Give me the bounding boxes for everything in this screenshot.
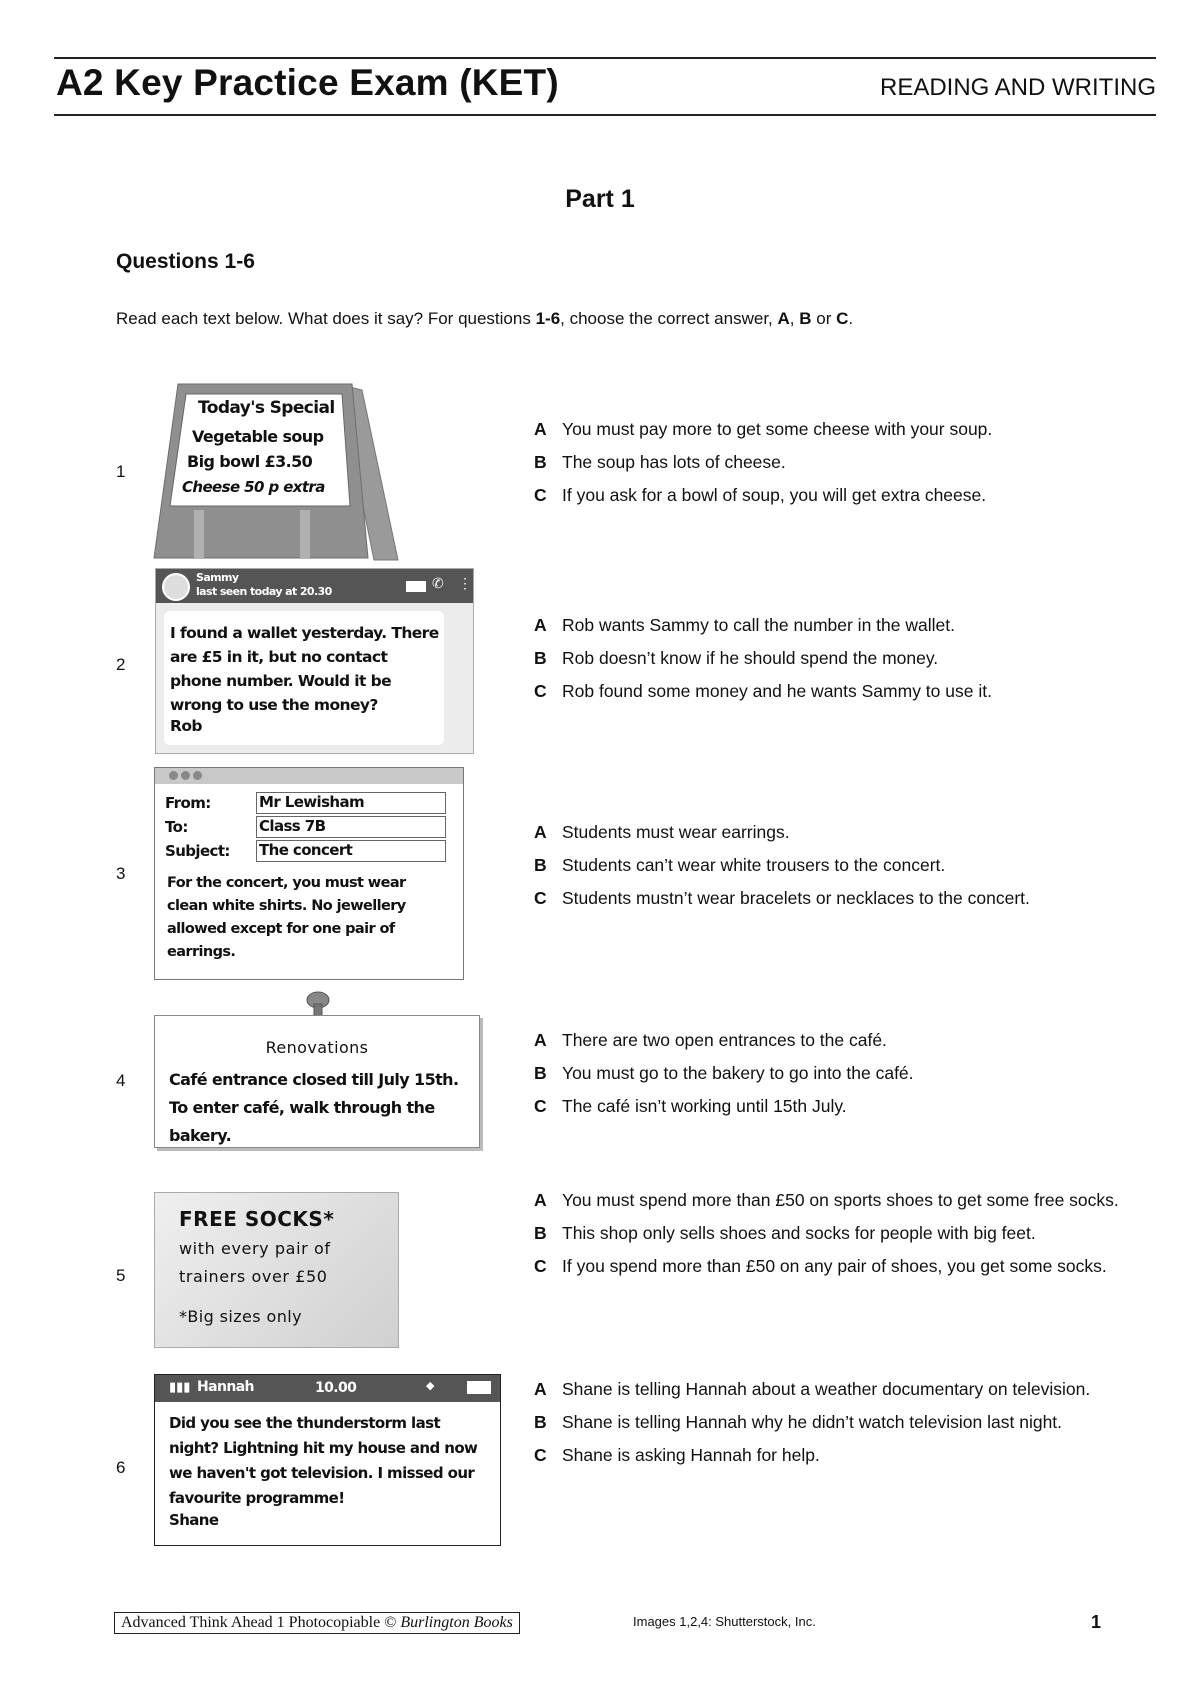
- question-4-options: [534, 1027, 1124, 1126]
- notice-1-line2: Vegetable soup: [192, 427, 324, 446]
- option-2a[interactable]: A Rob wants Sammy to call the number in the wallet.: [534, 615, 955, 635]
- notice-1-sandwich-board: [150, 382, 400, 562]
- question-number-2: 2: [116, 655, 126, 674]
- window-button-icon: [181, 771, 190, 780]
- option-2b[interactable]: B Rob doesn’t know if he should spend the money.: [534, 648, 939, 669]
- email-subject-value: The concert: [256, 840, 446, 862]
- email-to-label: To:: [165, 818, 188, 836]
- chat-2-contact: Sammy: [196, 571, 239, 584]
- option-5c[interactable]: C If you spend more than £50 on any pair of shoes, you get some socks.: [534, 1256, 1107, 1277]
- email-to-value: Class 7B: [256, 816, 446, 838]
- notice-4-body: Café entrance closed till July 15th. To enter café, walk through the bakery.: [169, 1070, 459, 1145]
- notice-5-title: FREE SOCKS*: [179, 1207, 335, 1231]
- part-heading: Part 1: [565, 185, 635, 213]
- phone-6-contact: Hannah: [197, 1379, 254, 1395]
- option-3a[interactable]: A Students must wear earrings.: [534, 822, 790, 842]
- option-5b[interactable]: B This shop only sells shoes and socks for people with big feet.: [534, 1223, 1036, 1244]
- question-number-3: 3: [116, 864, 126, 883]
- phone-6-message: Did you see the thunderstorm last night? Lightning hit my house and now we haven't got television. I missed our favourite programme!: [169, 1414, 478, 1507]
- question-3-options: [534, 819, 1124, 918]
- question-number-4: 4: [116, 1071, 126, 1090]
- header-bottom-rule: [54, 114, 1156, 116]
- phone-icon: ✆: [432, 575, 444, 591]
- email-subject-label: Subject:: [165, 842, 230, 860]
- question-6-options: [534, 1376, 1124, 1475]
- avatar: [162, 573, 190, 601]
- battery-icon: [467, 1381, 491, 1394]
- wifi-icon: ◆: [426, 1380, 435, 1392]
- notice-4-note: [154, 1015, 480, 1148]
- instructions: Read each text below. What does it say? For questions 1-6, choose the correct answer, A, B or C.: [116, 309, 854, 328]
- notice-1-line1: Today's Special: [198, 398, 335, 418]
- copyright-box: [114, 1612, 520, 1634]
- question-number-1: 1: [116, 462, 126, 481]
- option-2c[interactable]: C Rob found some money and he wants Sammy to use it.: [534, 681, 992, 702]
- chat-2-signature: Rob: [170, 717, 202, 735]
- email-from-value: Mr Lewisham: [256, 792, 446, 814]
- question-number-6: 6: [116, 1458, 126, 1477]
- option-3b[interactable]: B Students can’t wear white trousers to the concert.: [534, 855, 946, 876]
- phone-6-signature: Shane: [169, 1511, 219, 1529]
- chat-2-status: last seen today at 20.30: [196, 585, 332, 598]
- email-from-label: From:: [165, 794, 211, 812]
- notice-5-line2: trainers over £50: [179, 1267, 328, 1286]
- image-credit: Images 1,2,4: Shutterstock, Inc.: [633, 1614, 816, 1629]
- option-1b[interactable]: B The soup has lots of cheese.: [534, 452, 786, 473]
- notice-2-chat: [155, 568, 474, 754]
- option-4a[interactable]: A There are two open entrances to the café.: [534, 1030, 887, 1050]
- option-6c[interactable]: C Shane is asking Hannah for help.: [534, 1445, 820, 1466]
- window-button-icon: [169, 771, 178, 780]
- page-number: 1: [1091, 1612, 1102, 1632]
- email-body: For the concert, you must wear clean white shirts. No jewellery allowed except for one pair of earrings.: [167, 875, 406, 960]
- option-1c[interactable]: C If you ask for a bowl of soup, you will get extra cheese.: [534, 485, 987, 506]
- notice-3-email: [154, 767, 464, 980]
- notice-1-line3: Big bowl £3.50: [187, 452, 313, 471]
- publisher-name: Burlington Books: [400, 1614, 513, 1631]
- phone-6-time: 10.00: [315, 1380, 357, 1396]
- question-1-options: [534, 416, 1124, 515]
- option-4b[interactable]: B You must go to the bakery to go into the café.: [534, 1063, 914, 1084]
- window-button-icon: [193, 771, 202, 780]
- option-1a[interactable]: A You must pay more to get some cheese with your soup.: [534, 419, 993, 439]
- notice-5-sign: [154, 1192, 399, 1348]
- question-5-options: [534, 1187, 1124, 1286]
- chat-2-message: I found a wallet yesterday. There are £5 in it, but no contact phone number. Would it be wrong to use the money?: [170, 624, 439, 714]
- option-5a[interactable]: A You must spend more than £50 on sports shoes to get some free socks.: [534, 1190, 1119, 1210]
- notice-1-line4: Cheese 50 p extra: [182, 478, 325, 496]
- notice-5-line1: with every pair of: [179, 1239, 331, 1258]
- option-6a[interactable]: A Shane is telling Hannah about a weather documentary on television.: [534, 1379, 1091, 1399]
- header-top-rule: [54, 57, 1156, 59]
- video-call-icon: [406, 581, 426, 592]
- option-4c[interactable]: C The café isn’t working until 15th July.: [534, 1096, 847, 1117]
- questions-heading: Questions 1-6: [116, 250, 255, 273]
- option-6b[interactable]: B Shane is telling Hannah why he didn’t watch television last night.: [534, 1412, 1063, 1433]
- copyright-text: Advanced Think Ahead 1 Photocopiable ©: [121, 1614, 401, 1631]
- menu-dots-icon: ⋮: [458, 575, 472, 591]
- question-2-options: [534, 612, 1124, 711]
- notice-6-phone: [154, 1374, 501, 1546]
- notice-5-footnote: *Big sizes only: [179, 1307, 302, 1326]
- option-3c[interactable]: C Students mustn’t wear bracelets or necklaces to the concert.: [534, 888, 1030, 909]
- section-label: READING AND WRITING: [879, 74, 1156, 101]
- signal-icon: ▮▮▮: [169, 1379, 191, 1394]
- question-number-5: 5: [116, 1266, 126, 1285]
- notice-4-title: Renovations: [265, 1038, 369, 1057]
- exam-title: A2 Key Practice Exam (KET): [56, 62, 559, 103]
